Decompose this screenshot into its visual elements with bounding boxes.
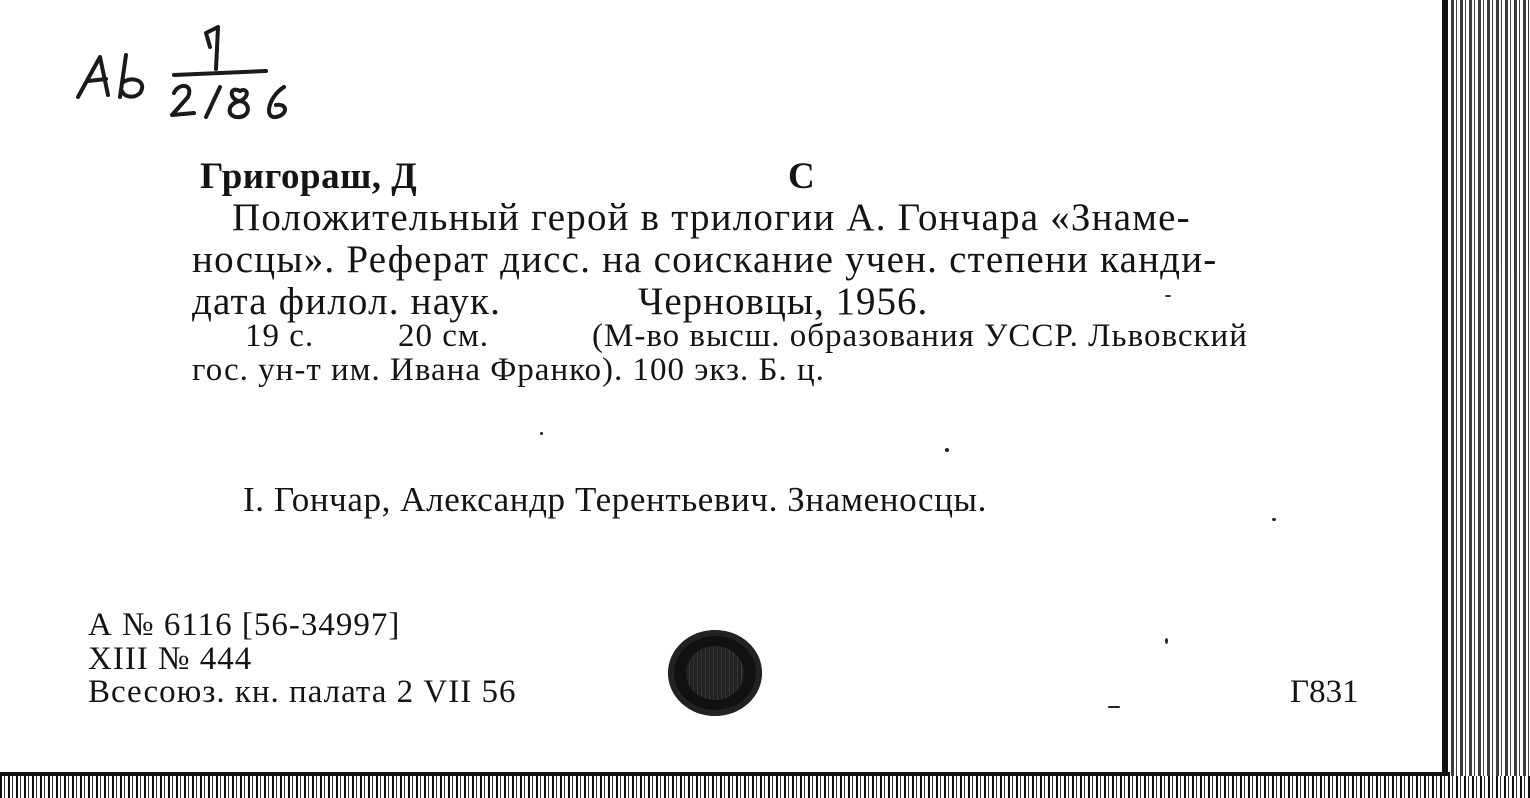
chamber-date: Всесоюз. кн. палата 2 VII 56 [88, 674, 517, 710]
dust-speck [945, 448, 949, 452]
handwritten-shelfmark [70, 25, 330, 135]
title-line: дата филол. наук. [192, 280, 502, 323]
dust-speck [1108, 706, 1120, 708]
series-note: (М-во высш. образования УССР. Львовский [592, 318, 1248, 354]
scan-edge-right [1442, 0, 1530, 798]
dust-speck [1165, 638, 1168, 644]
book-size: 20 см. [398, 318, 490, 354]
card-code: Г831 [1290, 674, 1359, 710]
dust-speck [1165, 295, 1171, 297]
page-count: 19 с. [245, 318, 315, 354]
title-line: Положительный герой в трилогии А. Гончара «Знаме- [232, 196, 1191, 239]
author-heading: Григораш, Д [200, 156, 418, 197]
series-note: гос. ун-т им. Ивана Франко). 100 экз. Б. ц. [192, 352, 825, 388]
subject-entry: I. Гончар, Александр Терентьевич. Знаменосцы. [243, 480, 987, 519]
registration-number: А № 6116 [56-34997] [88, 607, 401, 643]
publication-place-year: Черновцы, 1956. [638, 280, 929, 323]
dust-speck [1272, 518, 1276, 521]
scan-edge-bottom [0, 776, 1530, 798]
title-line: носцы». Реферат дисс. на соискание учен. степени канди- [192, 238, 1218, 281]
punch-hole [668, 630, 762, 716]
section-number: XIII № 444 [88, 641, 253, 677]
dust-speck [540, 432, 543, 435]
heading-letter: С [788, 156, 815, 197]
card-border-right [1442, 0, 1448, 798]
